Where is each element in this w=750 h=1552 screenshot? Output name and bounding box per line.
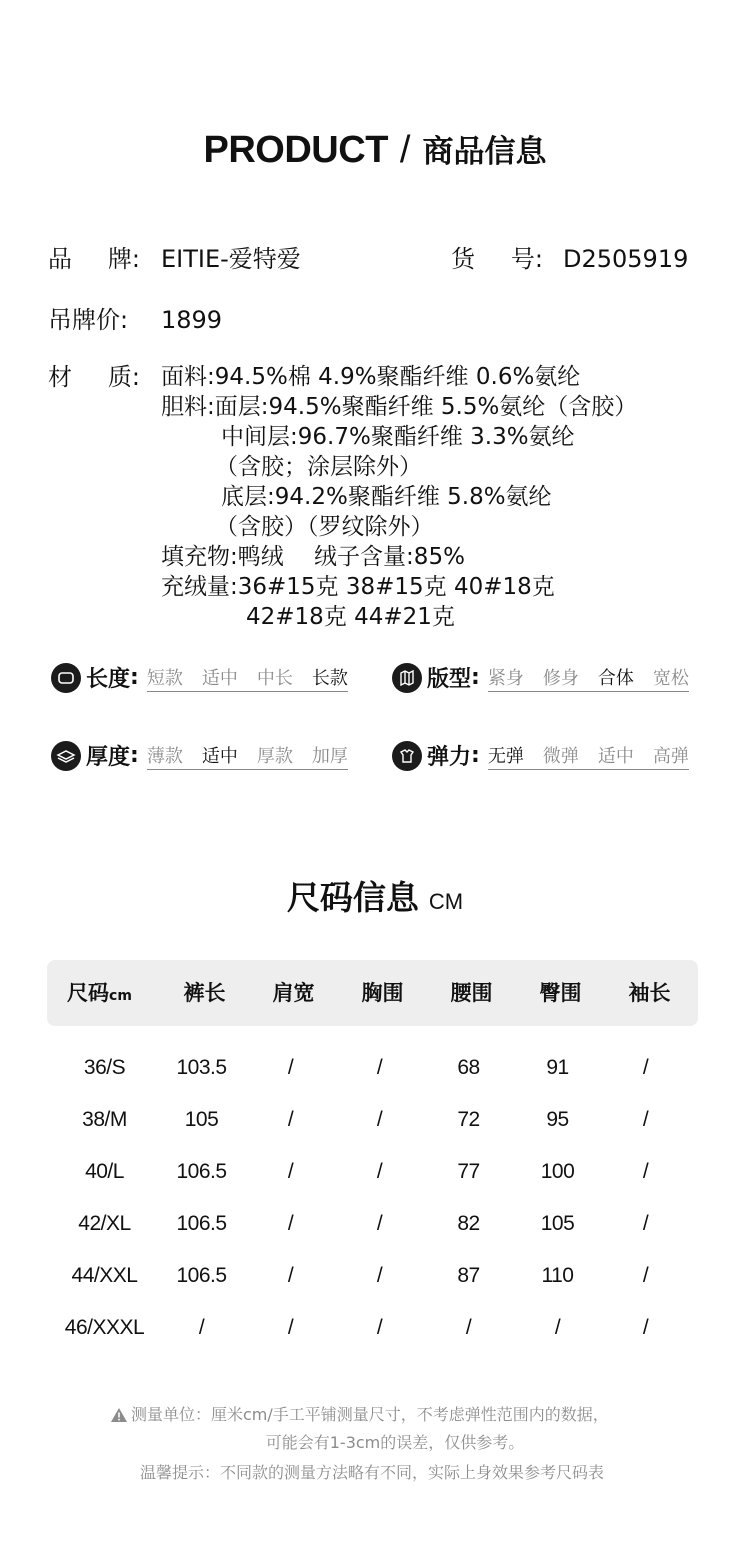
product-heading: [0, 126, 750, 172]
table-cell: 106.5: [176, 1160, 227, 1183]
material-label: [48, 362, 140, 392]
material-line: 底层:94.2%聚酯纤维 5.8%氨纶: [221, 484, 552, 510]
material-label-char: 质:: [107, 363, 140, 391]
option-fit-tight: 紧身: [487, 667, 524, 689]
title-separator: /: [399, 129, 411, 171]
elasticity-icon: [392, 741, 422, 771]
material-line: 充绒量:36#15克 38#15克 40#18克: [161, 574, 555, 600]
table-cell: /: [287, 1056, 294, 1079]
article-label: [451, 244, 543, 274]
option-length-long: 长款: [311, 667, 348, 689]
length-icon: [51, 663, 81, 693]
option-length-short: 短款: [146, 667, 183, 689]
measurement-note: [110, 1401, 609, 1429]
table-cell: 95: [546, 1108, 569, 1131]
price-label: 吊牌价:: [48, 306, 129, 334]
table-cell: 100: [540, 1160, 575, 1183]
thickness-icon: [51, 741, 81, 771]
table-cell: 38/M: [82, 1108, 127, 1131]
table-cell: /: [376, 1160, 383, 1183]
header-cell: 裤长: [183, 981, 226, 1005]
attr-elasticity-options: [488, 742, 689, 770]
header-cell-size: [55, 980, 144, 1009]
table-cell: /: [642, 1212, 649, 1235]
table-cell: 110: [541, 1264, 574, 1287]
table-cell: 40/L: [85, 1160, 124, 1183]
table-cell: 68: [457, 1056, 480, 1079]
option-thickness-regular: 适中: [201, 745, 238, 767]
table-cell: 82: [457, 1212, 480, 1235]
table-cell: 87: [457, 1264, 480, 1287]
header-cell: 肩宽: [272, 981, 315, 1005]
option-elasticity-none: 无弹: [487, 745, 524, 767]
table-cell: 105: [184, 1108, 219, 1131]
size-info-unit: CM: [428, 889, 464, 914]
header-size-label: 尺码: [67, 981, 110, 1005]
attr-colon: :: [471, 743, 480, 768]
table-cell: /: [642, 1056, 649, 1079]
fit-icon: [392, 663, 422, 693]
material-line: 胆料:面层:94.5%聚酯纤维 5.5%氨纶（含胶）: [161, 394, 638, 420]
material-line: 填充物:鸭绒 绒子含量:85%: [161, 544, 465, 570]
header-cell: 袖长: [628, 981, 671, 1005]
size-info-heading: [0, 872, 750, 919]
table-cell: 106.5: [176, 1212, 227, 1235]
warning-icon: [110, 1407, 128, 1423]
header-cell: 臀围: [539, 981, 582, 1005]
brand-label-char: 牌:: [107, 245, 140, 273]
header-cell: 腰围: [450, 981, 493, 1005]
attr-fit-label: 版型: [427, 667, 472, 692]
table-cell: /: [287, 1108, 294, 1131]
attr-elasticity-label: 弹力: [427, 745, 472, 770]
table-cell: 91: [546, 1056, 569, 1079]
article-label-char: 号:: [510, 245, 543, 273]
table-cell: /: [642, 1264, 649, 1287]
attr-colon: :: [471, 665, 480, 690]
table-cell: /: [642, 1316, 649, 1339]
table-cell: /: [376, 1212, 383, 1235]
attr-length-label: 长度: [86, 667, 131, 692]
option-elasticity-regular: 适中: [597, 745, 634, 767]
table-cell: 42/XL: [78, 1212, 131, 1235]
product-title-en: PRODUCT: [203, 129, 388, 171]
option-fit-loose: 宽松: [652, 667, 689, 689]
header-size-unit: cm: [109, 988, 132, 1004]
material-line: 42#18克 44#21克: [246, 604, 455, 630]
material-label-char: 材: [48, 363, 72, 391]
table-row: [47, 1250, 698, 1302]
material-line: （含胶）（罗纹除外）: [215, 514, 434, 540]
note-line-2: 可能会有1-3cm的误差，仅供参考。: [265, 1433, 525, 1452]
table-cell: /: [376, 1056, 383, 1079]
option-elasticity-slight: 微弹: [542, 745, 579, 767]
table-row: [47, 1302, 698, 1354]
option-fit-slim: 修身: [542, 667, 579, 689]
attr-elasticity: [392, 740, 689, 771]
table-cell: 77: [457, 1160, 480, 1183]
table-row: [47, 1094, 698, 1146]
material-line: （含胶；涂层除外）: [215, 454, 422, 480]
table-cell: 105: [540, 1212, 575, 1235]
table-cell: 36/S: [83, 1056, 126, 1079]
attr-colon: :: [130, 665, 139, 690]
brand-value: EITIE-爱特爱: [161, 245, 301, 273]
material-line: 中间层:96.7%聚酯纤维 3.3%氨纶: [221, 424, 575, 450]
table-cell: /: [642, 1108, 649, 1131]
option-thickness-thick: 厚款: [256, 745, 293, 767]
table-cell: /: [465, 1316, 472, 1339]
option-elasticity-high: 高弹: [652, 745, 689, 767]
table-cell: /: [287, 1160, 294, 1183]
table-cell: /: [287, 1264, 294, 1287]
option-length-mid: 中长: [256, 667, 293, 689]
material-line: 面料:94.5%棉 4.9%聚酯纤维 0.6%氨纶: [161, 364, 581, 390]
table-cell: 106.5: [176, 1264, 227, 1287]
table-cell: /: [376, 1108, 383, 1131]
note-line-3: 温馨提示：不同款的测量方法略有不同，实际上身效果参考尺码表: [140, 1463, 605, 1482]
table-cell: /: [287, 1316, 294, 1339]
option-fit-regular: 合体: [597, 667, 634, 689]
table-cell: /: [376, 1316, 383, 1339]
header-cell: 胸围: [361, 981, 404, 1005]
table-row: [47, 1042, 698, 1094]
article-label-char: 货: [451, 245, 475, 273]
table-cell: 72: [457, 1108, 480, 1131]
size-info-title: 尺码信息: [286, 878, 419, 917]
table-cell: /: [642, 1160, 649, 1183]
attr-fit-options: [488, 664, 689, 692]
table-cell: 103.5: [176, 1056, 227, 1079]
table-row: [47, 1146, 698, 1198]
attr-length: [51, 662, 348, 693]
table-cell: /: [287, 1212, 294, 1235]
option-thickness-thin: 薄款: [146, 745, 183, 767]
product-title-zh: 商品信息: [422, 134, 547, 170]
attr-length-options: [147, 664, 348, 692]
brand-label-char: 品: [48, 245, 72, 273]
attr-fit: [392, 662, 689, 693]
attr-thickness: [51, 740, 348, 771]
note-line-1: 测量单位：厘米cm/手工平铺测量尺寸，不考虑弹性范围内的数据，: [131, 1405, 609, 1424]
size-table-header: [47, 960, 698, 1026]
attr-thickness-label: 厚度: [86, 745, 131, 770]
attr-thickness-options: [147, 742, 348, 770]
table-cell: 46/XXXL: [64, 1316, 145, 1339]
attr-colon: :: [130, 743, 139, 768]
table-cell: /: [554, 1316, 561, 1339]
table-row: [47, 1198, 698, 1250]
option-length-regular: 适中: [201, 667, 238, 689]
brand-label: [48, 244, 140, 274]
article-value: D2505919: [563, 245, 689, 273]
option-thickness-extra: 加厚: [311, 745, 348, 767]
table-cell: /: [376, 1264, 383, 1287]
price-value: 1899: [161, 306, 223, 334]
table-cell: /: [198, 1316, 205, 1339]
table-cell: 44/XXL: [71, 1264, 138, 1287]
